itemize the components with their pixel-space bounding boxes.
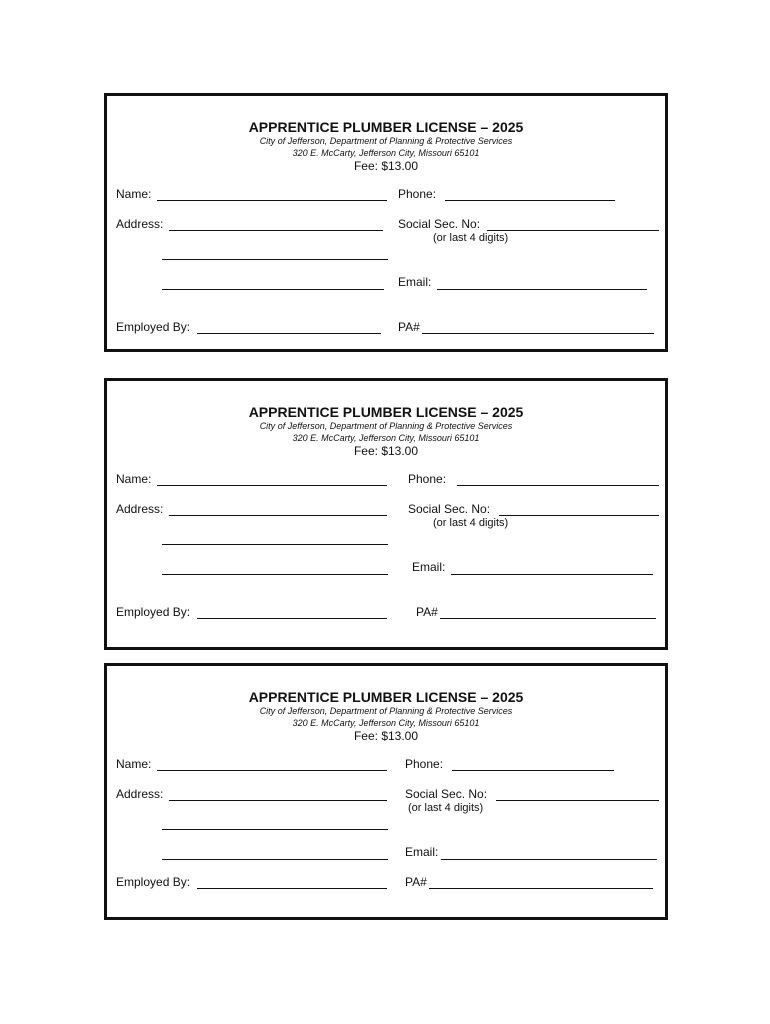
address-field-2[interactable]: [162, 829, 388, 830]
pa-label: PA#: [416, 605, 438, 619]
fee-text: Fee: $13.00: [353, 444, 419, 458]
pa-field[interactable]: [429, 888, 653, 889]
employed-by-field[interactable]: [197, 888, 387, 889]
email-field[interactable]: [441, 859, 657, 860]
address-field-1[interactable]: [169, 230, 383, 231]
name-field[interactable]: [157, 770, 387, 771]
address-text: 320 E. McCarty, Jefferson City, Missouri 65101: [292, 718, 480, 728]
license-form-3: [104, 663, 668, 920]
fee-text: Fee: $13.00: [353, 159, 419, 173]
address-field-2[interactable]: [162, 544, 388, 545]
employed-by-label: Employed By:: [116, 605, 191, 619]
employed-by-label: Employed By:: [116, 320, 191, 334]
phone-label: Phone:: [398, 187, 437, 201]
pa-label: PA#: [398, 320, 420, 334]
ssn-label: Social Sec. No:: [398, 217, 481, 231]
address-field-2[interactable]: [162, 259, 388, 260]
address-field-1[interactable]: [169, 515, 387, 516]
phone-label: Phone:: [408, 472, 447, 486]
name-field[interactable]: [157, 200, 387, 201]
address-label: Address:: [116, 787, 164, 801]
pa-field[interactable]: [422, 333, 654, 334]
department-text: City of Jefferson, Department of Planning & Protective Services: [259, 706, 513, 716]
name-label: Name:: [116, 187, 152, 201]
license-form-1: [104, 93, 668, 352]
phone-field[interactable]: [457, 485, 659, 486]
ssn-field[interactable]: [496, 800, 659, 801]
phone-label: Phone:: [405, 757, 444, 771]
form-title: APPRENTICE PLUMBER LICENSE – 2025: [248, 404, 524, 420]
ssn-label: Social Sec. No:: [408, 502, 491, 516]
name-label: Name:: [116, 472, 152, 486]
name-label: Name:: [116, 757, 152, 771]
address-field-3[interactable]: [162, 289, 384, 290]
address-label: Address:: [116, 502, 164, 516]
phone-field[interactable]: [445, 200, 615, 201]
department-text: City of Jefferson, Department of Planning & Protective Services: [259, 421, 513, 431]
license-form-2: [104, 378, 668, 650]
email-field[interactable]: [437, 289, 647, 290]
form-title: APPRENTICE PLUMBER LICENSE – 2025: [248, 689, 524, 705]
ssn-field[interactable]: [487, 230, 659, 231]
address-text: 320 E. McCarty, Jefferson City, Missouri 65101: [292, 148, 480, 158]
fee-text: Fee: $13.00: [353, 729, 419, 743]
email-field[interactable]: [451, 574, 653, 575]
ssn-note: (or last 4 digits): [433, 517, 509, 529]
employed-by-label: Employed By:: [116, 875, 191, 889]
email-label: Email:: [398, 275, 432, 289]
address-text: 320 E. McCarty, Jefferson City, Missouri 65101: [292, 433, 480, 443]
address-field-1[interactable]: [169, 800, 387, 801]
employed-by-field[interactable]: [197, 333, 381, 334]
address-field-3[interactable]: [162, 574, 388, 575]
ssn-label: Social Sec. No:: [405, 787, 488, 801]
address-field-3[interactable]: [162, 859, 388, 860]
email-label: Email:: [412, 560, 446, 574]
name-field[interactable]: [157, 485, 387, 486]
department-text: City of Jefferson, Department of Planning & Protective Services: [259, 136, 513, 146]
pa-field[interactable]: [440, 618, 656, 619]
employed-by-field[interactable]: [197, 618, 387, 619]
ssn-note: (or last 4 digits): [433, 232, 509, 244]
address-label: Address:: [116, 217, 164, 231]
ssn-field[interactable]: [499, 515, 659, 516]
pa-label: PA#: [405, 875, 427, 889]
ssn-note: (or last 4 digits): [408, 802, 484, 814]
email-label: Email:: [405, 845, 439, 859]
form-title: APPRENTICE PLUMBER LICENSE – 2025: [248, 119, 524, 135]
phone-field[interactable]: [452, 770, 614, 771]
